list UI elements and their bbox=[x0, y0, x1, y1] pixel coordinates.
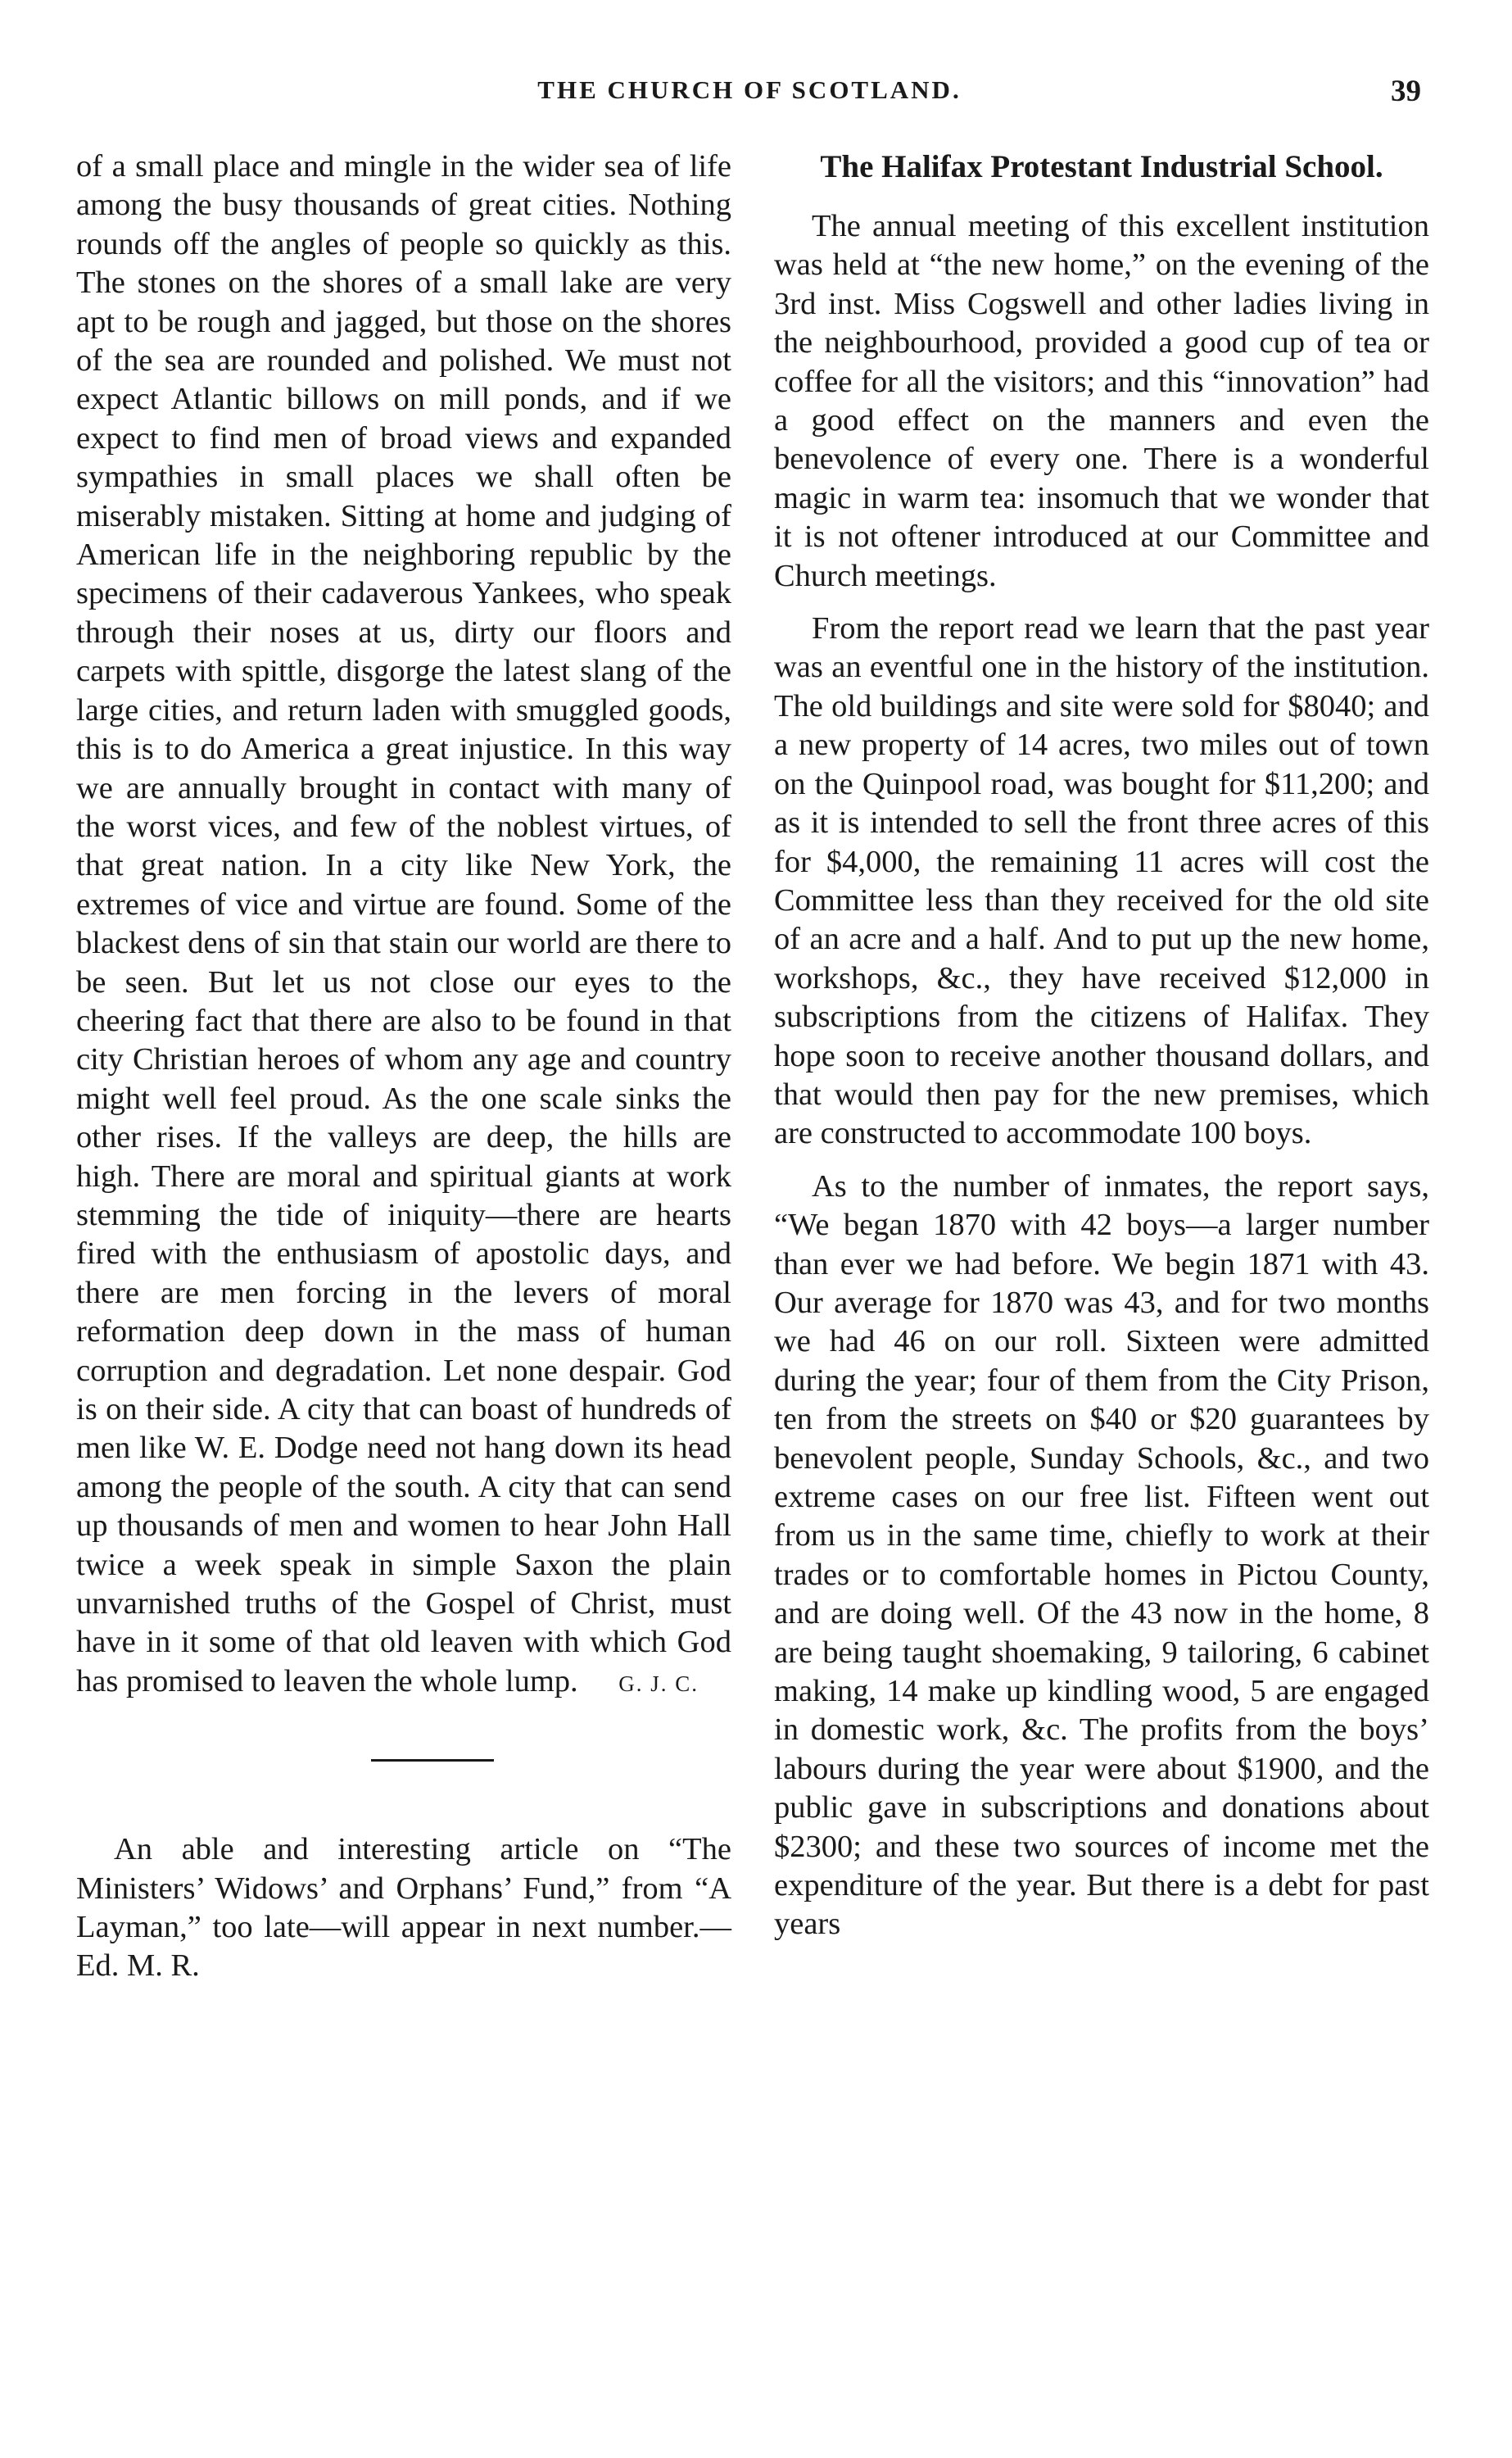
running-head bbox=[78, 75, 1421, 116]
left-column bbox=[76, 147, 731, 1986]
right-column bbox=[774, 147, 1429, 1944]
article-title: The Halifax Protestant Industrial School. bbox=[820, 149, 1383, 184]
author-signature: G. J. C. bbox=[618, 1671, 699, 1696]
continued-article-body bbox=[76, 147, 731, 1703]
editor-note: An able and interesting article on “The Ministers’ Widows’ and Orphans’ Fund,” from “A Layman,” too late—will appear in next number.—Ed. M. R. bbox=[76, 1832, 731, 1984]
article-paragraph-1: The annual meeting of this excellent institution was held at “the new home,” on the evening of the 3rd inst. Miss Cogswell and other ladies living in the neighbourhood, provided a good cup of tea or coffee for all the visitors; and this “innovation” had a good effect on the manners and even the benevolence of every one. There is a wonderful magic in warm tea: insomuch that we wonder that it is not oftener introduced at our Committee and Church meetings. bbox=[774, 209, 1429, 593]
article-paragraph-3: As to the number of inmates, the report says, “We began 1870 with 42 boys—a larger number than ever we had before. We begin 1871 with 43. Our average for 1870 was 43, and for two months we had 46 on our roll. Sixteen were admitted during the year; four of them from the City Prison, ten from the streets on $40 or $20 guarantees by benevolent people, Sunday Schools, &c., and two extreme cases on our free list. Fifteen went out from us in the same time, chiefly to work at their trades or to comfortable homes in Pictou County, and are doing well. Of the 43 now in the home, 8 are being taught shoemaking, 9 tailoring, 6 cabinet making, 14 make up kindling wood, 5 are engaged in domestic work, &c. The profits from the boys’ labours during the year were about $1900, and the public gave in subscriptions and donations about $2300; and these two sources of income met the expenditure of the year. But there is a debt for past years bbox=[774, 1168, 1429, 1942]
article-paragraph-2: From the report read we learn that the past year was an eventful one in the history of the institution. The old buildings and site were sold for $8040; and a new property of 14 acres, two miles out of town on the Quinpool road, was bought for $11,200; and as it is intended to sell the front three acres of this for $4,000, the remaining 11 acres will cost the Committee less than they received for the old site of an acre and a half. And to put up the new home, workshops, &c., they have received $12,000 in subscriptions from the citizens of Halifax. They hope soon to receive another thousand dollars, and that would then pay for the new premises, which are constructed to accommodate 100 boys. bbox=[774, 611, 1429, 1151]
running-title: THE CHURCH OF SCOTLAND. bbox=[537, 75, 962, 104]
section-divider bbox=[371, 1759, 494, 1762]
page-number: 39 bbox=[1391, 75, 1421, 108]
article-body-text: of a small place and mingle in the wider sea of life among the busy thousands of great cities. Nothing rounds off the angles of people so quickly as this. The stones on the shores of a small lake are very apt to be rough and jagged, but those on the shores of the sea are rounded and polished. We must not expect Atlantic billows on mill ponds, and if we expect to find men of broad views and expanded sympathies in small places we shall often be miserably mistaken. Sitting at home and judging of American life in the neighboring republic by the specimens of their cadaverous Yankees, who speak through their noses at us, dirty our floors and carpets with spittle, disgorge the latest slang of the large cities, and return laden with smuggled goods, this is to do America a great injustice. In this way we are annually brought in contact with many of the worst vices, and few of the noblest virtues, of that great nation. In a city like New York, the extremes of vice and virtue are found. Some of the blackest dens of sin that stain our world are there to be seen. But let us not close our eyes to the cheering fact that there are also to be found in that city Christian heroes of whom any age and country might well feel proud. As the one scale sinks the other rises. If the valleys are deep, the hills are high. There are moral and spiritual giants at work stemming the tide of iniquity—there are hearts fired with the enthusiasm of apostolic days, and there are men forcing in the levers of moral reformation deep down in the mass of human corruption and degradation. Let none despair. God is on their side. A city that can boast of hundreds of men like W. E. Dodge need not hang down its head among the people of the south. A city that can send up thousands of men and women to hear John Hall twice a week speak in simple Saxon the plain unvarnished truths of the Gospel of Christ, must have in it some of that old leaven with which God has promised to leaven the whole lump. bbox=[76, 149, 731, 1698]
